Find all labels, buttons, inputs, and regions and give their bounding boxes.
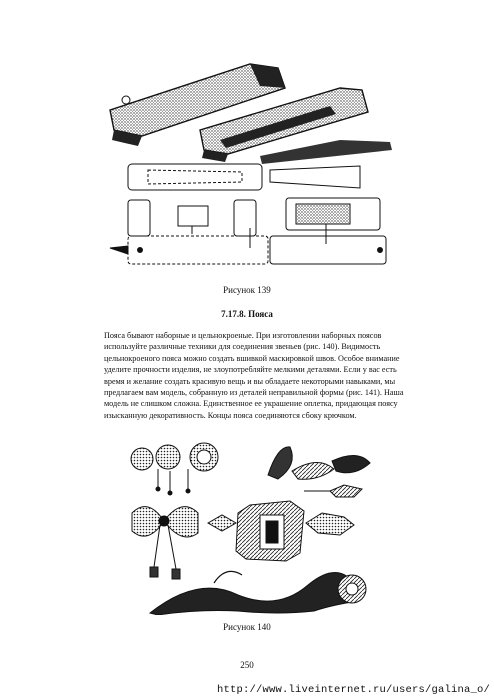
figure-140-illustration	[118, 435, 386, 615]
leaf-pieces-drawing	[268, 447, 370, 497]
buckle-drawing	[208, 501, 354, 561]
bow-drawing	[132, 507, 198, 579]
pattern-pieces	[110, 164, 386, 264]
figure-140-caption: Рисунок 140	[223, 622, 271, 632]
footer-url[interactable]: http://www.liveinternet.ru/users/galina_o/	[216, 684, 490, 696]
figure-139-illustration	[100, 58, 400, 270]
page-number: 250	[240, 660, 254, 670]
ribbon-belt-drawing	[150, 571, 366, 615]
body-paragraph: Пояса бывают наборные и цельнокроеные. При изготовлении наборных поясов используйте различные техники для соединения звеньев (рис. 140). Видимость цельнокроеного пояса можно создать вшивкой маскировкой швов. Особое внимание уделите прочности изделия, не злоупотребляйте мелкими деталями. Если у вас есть время и желание создать красивую вещь и вы обладаете некоторыми навыками, мы предлагаем вам модель, собранную из деталей неправильной формы (рис. 141). Наша модель не слишком сложна. Единственное ее украшение оплетка, придающая поясу изысканную декоративность. Концы пояса соединяются сбоку крючком.	[104, 331, 404, 420]
figure-139-caption: Рисунок 139	[223, 285, 271, 295]
section-heading: 7.17.8. Пояса	[221, 309, 273, 319]
bead-chain-drawing	[131, 443, 218, 495]
